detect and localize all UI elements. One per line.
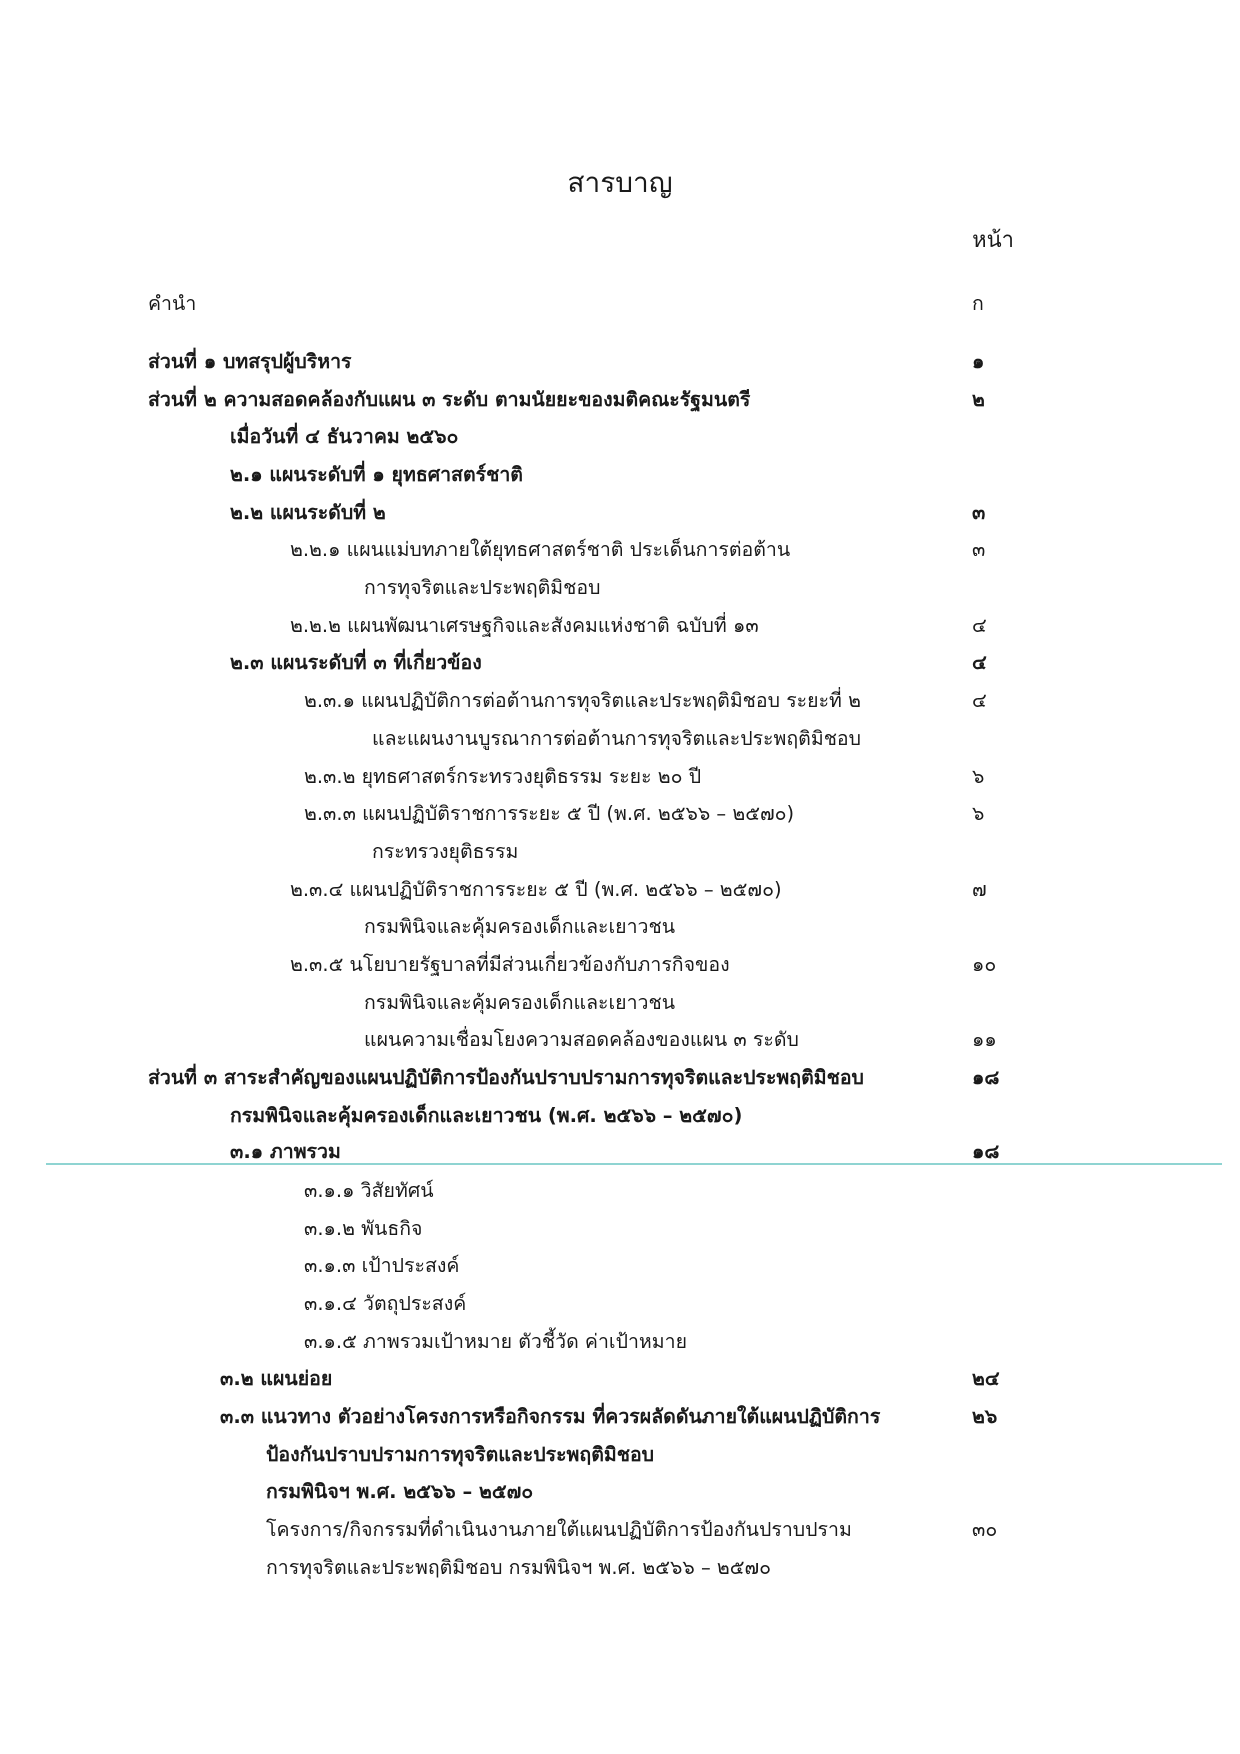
toc-entry-text: แผนความเชื่อมโยงความสอดคล้องของแผน ๓ ระดับ bbox=[364, 1028, 799, 1051]
toc-entry-text: ๓.๓ แนวทาง ตัวอย่างโครงการหรือกิจกรรม ที่ควรผลัดดันภายใต้แผนปฏิบัติการ bbox=[220, 1405, 881, 1428]
toc-entry bbox=[0, 1363, 1240, 1395]
toc-entry bbox=[0, 1062, 1240, 1094]
toc-entry bbox=[0, 610, 1240, 642]
toc-entry-page: ๒๖ bbox=[972, 1405, 998, 1428]
toc-entry-text: การทุจริตและประพฤติมิชอบ กรมพินิจฯ พ.ศ. ๒๕๖๖ – ๒๕๗๐ bbox=[266, 1556, 772, 1579]
toc-entry bbox=[0, 1401, 1240, 1433]
toc-entry-text: ๒.๑ แผนระดับที่ ๑ ยุทธศาสตร์ชาติ bbox=[230, 463, 523, 486]
toc-entry bbox=[0, 647, 1240, 679]
toc-entry bbox=[0, 1213, 1240, 1245]
scan-line bbox=[46, 1163, 1222, 1165]
toc-entry-page: ๗ bbox=[972, 878, 987, 901]
toc-entry bbox=[0, 1288, 1240, 1320]
toc-entry bbox=[0, 1476, 1240, 1508]
toc-entry-text: โครงการ/กิจกรรมที่ดำเนินงานภายใต้แผนปฏิบัติการป้องกันปราบปราม bbox=[266, 1518, 852, 1541]
toc-entry-text: และแผนงานบูรณาการต่อต้านการทุจริตและประพฤติมิชอบ bbox=[372, 727, 862, 750]
toc-entry-page: ๔ bbox=[972, 651, 987, 674]
toc-entry bbox=[0, 346, 1240, 378]
toc-entry-text: ๒.๓.๔ แผนปฏิบัติราชการระยะ ๕ ปี (พ.ศ. ๒๕๖๖ – ๒๕๗๐) bbox=[290, 878, 782, 901]
toc-entry-text: ๒.๓.๓ แผนปฏิบัติราชการระยะ ๕ ปี (พ.ศ. ๒๕๖๖ – ๒๕๗๐) bbox=[304, 802, 795, 825]
toc-entry-page: ๔ bbox=[972, 614, 987, 637]
toc-entry-text: ส่วนที่ ๓ สาระสำคัญของแผนปฏิบัติการป้องกันปราบปรามการทุจริตและประพฤติมิชอบ bbox=[148, 1066, 864, 1089]
toc-entry-page: ๑๘ bbox=[972, 1140, 1000, 1163]
toc-entry bbox=[0, 1250, 1240, 1282]
toc-entry-text: ๓.๑ ภาพรวม bbox=[230, 1140, 341, 1163]
toc-entry-text: กรมพินิจและคุ้มครองเด็กและเยาวชน (พ.ศ. ๒๕๖๖ – ๒๕๗๐) bbox=[230, 1104, 743, 1127]
toc-entry-text: การทุจริตและประพฤติมิชอบ bbox=[364, 576, 601, 599]
toc-entry-page: ๔ bbox=[972, 689, 987, 712]
toc-entry bbox=[0, 987, 1240, 1019]
toc-entry-text: ส่วนที่ ๒ ความสอดคล้องกับแผน ๓ ระดับ ตามนัยยะของมติคณะรัฐมนตรี bbox=[148, 388, 751, 411]
toc-entry bbox=[0, 1552, 1240, 1584]
toc-entry-text: ๓.๑.๑ วิสัยทัศน์ bbox=[304, 1179, 434, 1202]
toc-entry-text: ๓.๑.๔ วัตถุประสงค์ bbox=[304, 1292, 467, 1315]
toc-entry bbox=[0, 1514, 1240, 1546]
toc-entry-page: ๖ bbox=[972, 802, 985, 825]
toc-entry-page: ๑ bbox=[972, 350, 985, 373]
toc-entry bbox=[0, 1100, 1240, 1132]
toc-entry-text: กรมพินิจและคุ้มครองเด็กและเยาวชน bbox=[364, 915, 676, 938]
toc-entry-text: ป้องกันปราบปรามการทุจริตและประพฤติมิชอบ bbox=[266, 1443, 655, 1466]
toc-entry bbox=[0, 497, 1240, 529]
toc-entry bbox=[0, 874, 1240, 906]
toc-entry-page: ๒๔ bbox=[972, 1367, 1000, 1390]
toc-entry-text: ๓.๒ แผนย่อย bbox=[220, 1367, 333, 1390]
toc-entry-text: ๒.๓.๑ แผนปฏิบัติการต่อต้านการทุจริตและประพฤติมิชอบ ระยะที่ ๒ bbox=[304, 689, 861, 712]
toc-entry bbox=[0, 761, 1240, 793]
toc-entry-text: กระทรวงยุติธรรม bbox=[372, 840, 519, 863]
toc-entry-page: ๓ bbox=[972, 538, 986, 561]
toc-entry-text: ๒.๓.๒ ยุทธศาสตร์กระทรวงยุติธรรม ระยะ ๒๐ ปี bbox=[304, 765, 702, 788]
toc-entry-text: ๓.๑.๕ ภาพรวมเป้าหมาย ตัวชี้วัด ค่าเป้าหมาย bbox=[304, 1330, 688, 1353]
toc-entry bbox=[0, 949, 1240, 981]
toc-entry-text: ๒.๒ แผนระดับที่ ๒ bbox=[230, 501, 386, 524]
toc-entry-page: ก bbox=[972, 292, 984, 315]
toc-entry-text: ๒.๒.๑ แผนแม่บทภายใต้ยุทธศาสตร์ชาติ ประเด็นการต่อต้าน bbox=[290, 538, 791, 561]
toc-entry-text: ๒.๓.๕ นโยบายรัฐบาลที่มีส่วนเกี่ยวข้องกับภารกิจของ bbox=[290, 953, 730, 976]
toc-entry bbox=[0, 534, 1240, 566]
toc-entry-page: ๑๑ bbox=[972, 1028, 997, 1051]
toc-entry bbox=[0, 1439, 1240, 1471]
toc-entry bbox=[0, 1175, 1240, 1207]
toc-entry bbox=[0, 1024, 1240, 1056]
toc-entry bbox=[0, 1326, 1240, 1358]
toc-entry bbox=[0, 572, 1240, 604]
toc-title: สารบาญ bbox=[567, 166, 673, 199]
toc-entry-text: กรมพินิจและคุ้มครองเด็กและเยาวชน bbox=[364, 991, 676, 1014]
toc-entry-text: เมื่อวันที่ ๔ ธันวาคม ๒๕๖๐ bbox=[230, 425, 459, 448]
toc-entry-text: ๒.๓ แผนระดับที่ ๓ ที่เกี่ยวข้อง bbox=[230, 651, 482, 674]
toc-entry-text: ส่วนที่ ๑ บทสรุปผู้บริหาร bbox=[148, 350, 352, 373]
page-column-header: หน้า bbox=[972, 228, 1014, 253]
toc-entry-text: ๓.๑.๒ พันธกิจ bbox=[304, 1217, 423, 1240]
toc-entry bbox=[0, 384, 1240, 416]
toc-entry bbox=[0, 459, 1240, 491]
toc-entry-page: ๖ bbox=[972, 765, 985, 788]
toc-entry-page: ๓ bbox=[972, 501, 986, 524]
toc-entry bbox=[0, 421, 1240, 453]
toc-entry-text: ๓.๑.๓ เป้าประสงค์ bbox=[304, 1254, 460, 1277]
toc-entry bbox=[0, 288, 1240, 320]
toc-entry bbox=[0, 685, 1240, 717]
toc-entry-text: ๒.๒.๒ แผนพัฒนาเศรษฐกิจและสังคมแห่งชาติ ฉบับที่ ๑๓ bbox=[290, 614, 759, 637]
toc-entry-page: ๓๐ bbox=[972, 1518, 998, 1541]
toc-entry-page: ๒ bbox=[972, 388, 985, 411]
toc-entry-text: คำนำ bbox=[148, 292, 197, 315]
toc-entry bbox=[0, 798, 1240, 830]
toc-entry-text: กรมพินิจฯ พ.ศ. ๒๕๖๖ – ๒๕๗๐ bbox=[266, 1480, 534, 1503]
toc-entry bbox=[0, 911, 1240, 943]
toc-entry-page: ๑๘ bbox=[972, 1066, 1000, 1089]
toc-entry-page: ๑๐ bbox=[972, 953, 997, 976]
toc-entry bbox=[0, 723, 1240, 755]
toc-entry bbox=[0, 836, 1240, 868]
